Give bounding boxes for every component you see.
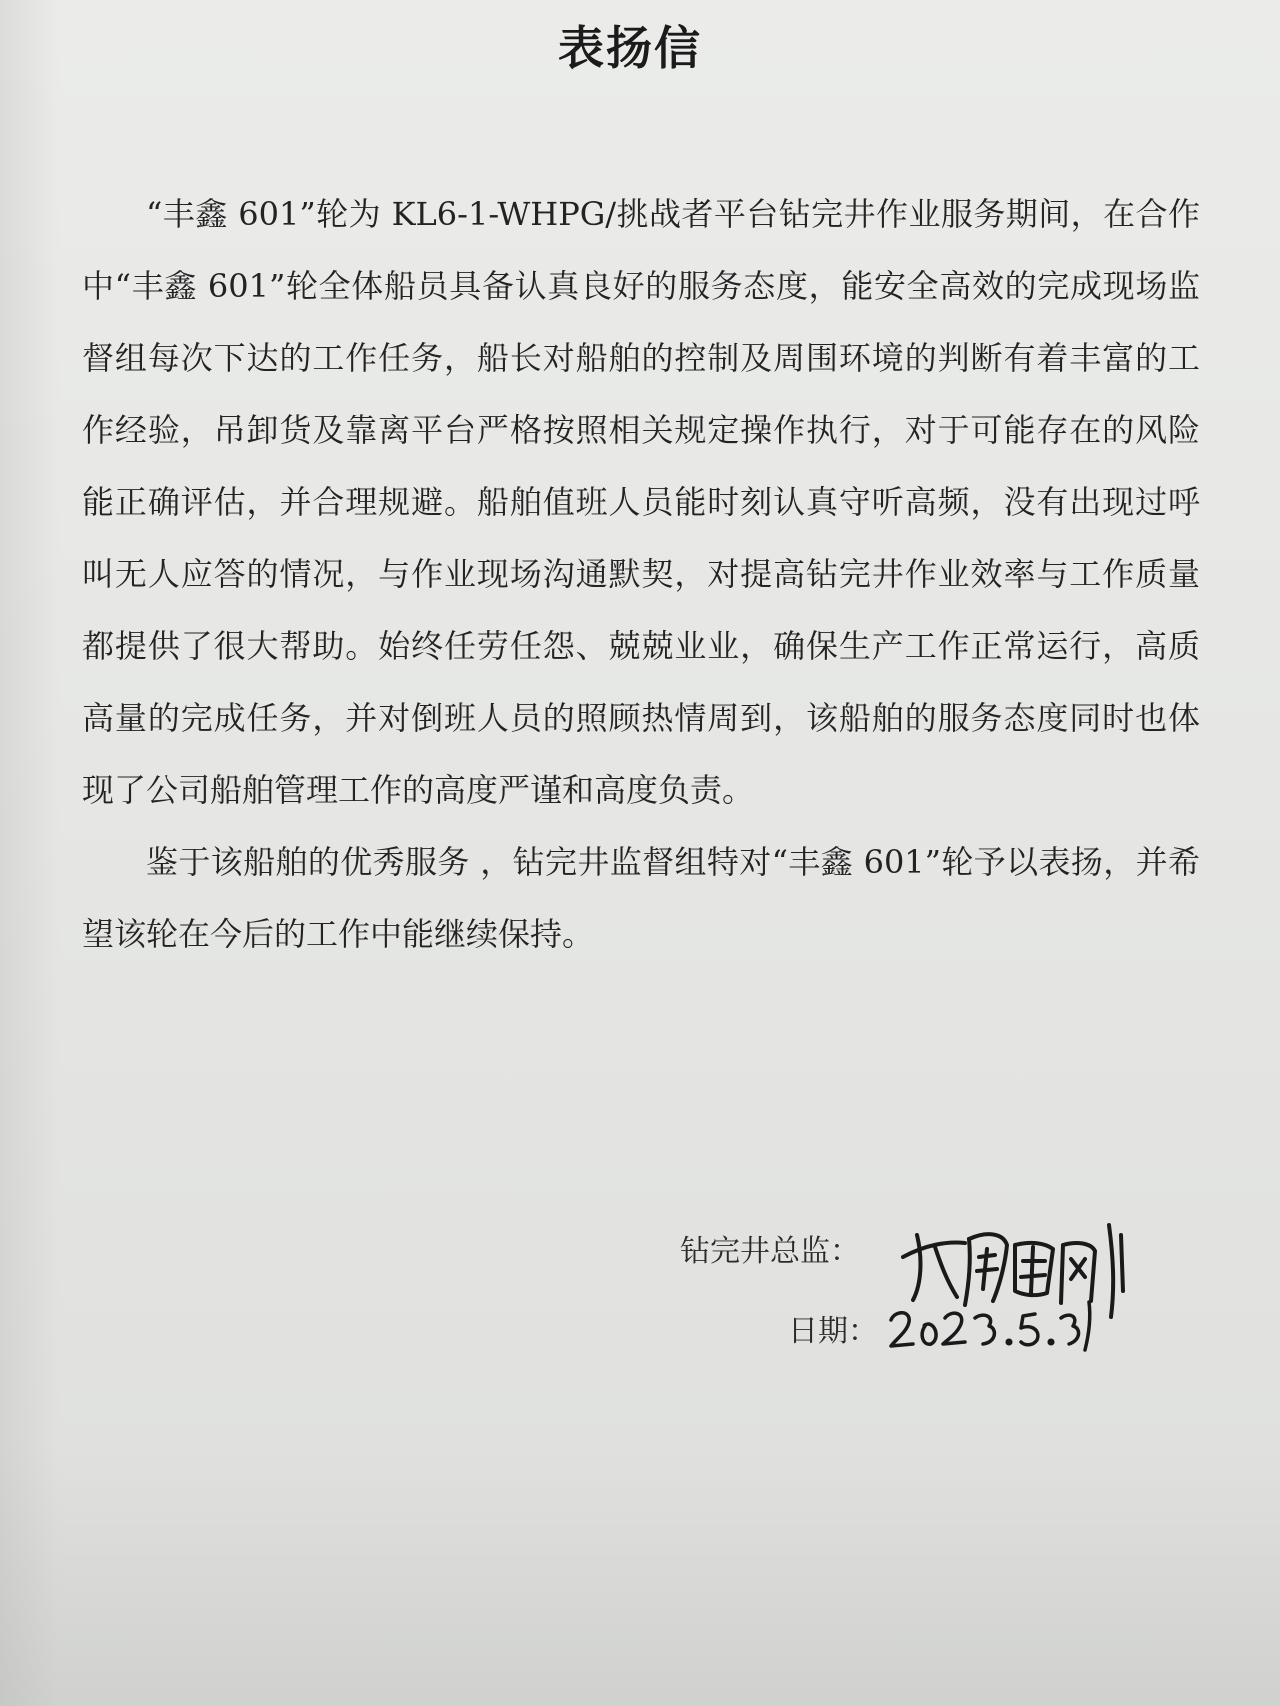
- handwritten-date: [885, 1290, 1095, 1360]
- date-label: 日期：: [788, 1314, 878, 1349]
- letter-title: 表扬信: [558, 21, 702, 75]
- letter-body: [82, 178, 1200, 970]
- body-paragraph-2: 鉴于该船舶的优秀服务 ，钻完井监督组特对“丰鑫 601”轮予以表扬，并希望该轮在今后的工作中能继续保持。: [82, 843, 1200, 953]
- body-paragraph-1: “丰鑫 601”轮为 KL6-1-WHPG/挑战者平台钻完井作业服务期间，在合作中“丰鑫 601”轮全体船员具备认真良好的服务态度，能安全高效的完成现场监督组每次下达的工作任务，船长对船舶的控制及周围环境的判断有着丰富的工作经验，吊卸货及靠离平台严格按照相关规定操作执行，对于可能存在的风险能正确评估，并合理规避。船舶值班人员能时刻认真守听高频，没有出现过呼叫无人应答的情况，与作业现场沟通默契，对提高钻完井作业效率与工作质量都提供了很大帮助。始终任劳任怨、兢兢业业，确保生产工作正常运行，高质高量的完成任务，并对倒班人员的照顾热情周到，该船舶的服务态度同时也体现了公司船舶管理工作的高度严谨和高度负责。: [82, 195, 1200, 809]
- paper-shadow-bottom: [0, 1446, 1280, 1706]
- signature-label: 钻完井总监：: [680, 1234, 860, 1269]
